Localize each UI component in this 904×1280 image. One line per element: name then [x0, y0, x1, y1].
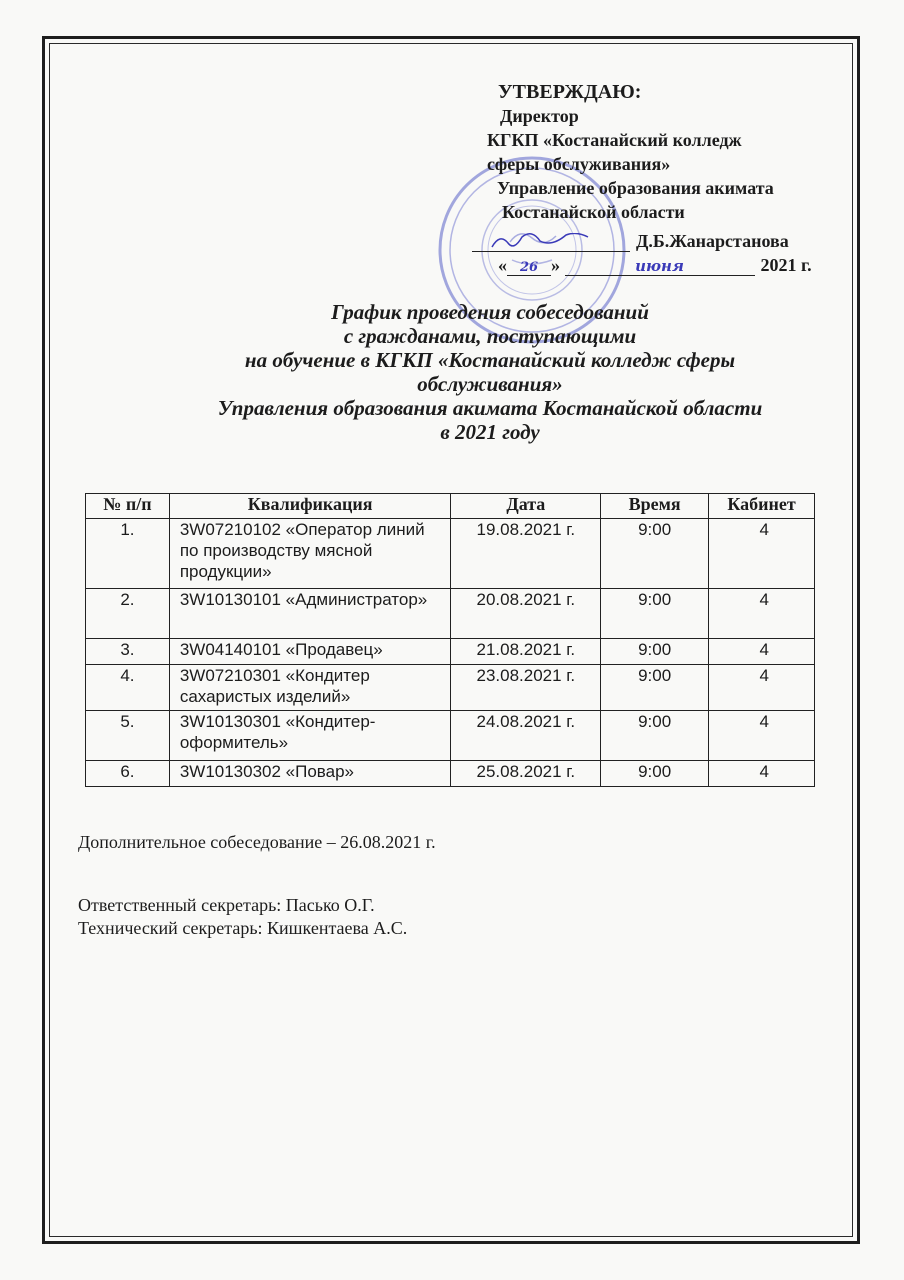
column-header-qualification: Квалификация: [169, 494, 451, 519]
cell-room: 4: [709, 519, 815, 589]
title-line: с гражданами, поступающими: [343, 324, 637, 348]
date-open-quote: «: [498, 255, 507, 275]
responsible-secretary: Ответственный секретарь: Пасько О.Г.: [78, 895, 375, 915]
cell-time: 9:00: [601, 761, 709, 787]
approval-line: сферы обслуживания»: [487, 154, 671, 174]
cell-number: 4.: [86, 665, 170, 711]
column-header-date: Дата: [451, 494, 601, 519]
cell-room: 4: [709, 761, 815, 787]
cell-qualification: 3W07210301 «Кондитер сахаристых изделий»: [169, 665, 451, 711]
column-header-room: Кабинет: [709, 494, 815, 519]
cell-qualification: 3W10130101 «Администратор»: [169, 589, 451, 639]
cell-qualification: 3W10130301 «Кондитер-оформитель»: [169, 711, 451, 761]
cell-date: 23.08.2021 г.: [451, 665, 601, 711]
technical-secretary: Технический секретарь: Кишкентаева А.С.: [78, 918, 408, 938]
cell-date: 25.08.2021 г.: [451, 761, 601, 787]
signatory-name: Д.Б.Жанарстанова: [636, 231, 789, 251]
cell-date: 21.08.2021 г.: [451, 639, 601, 665]
title-line: обслуживания»: [417, 372, 563, 396]
cell-room: 4: [709, 589, 815, 639]
cell-room: 4: [709, 639, 815, 665]
cell-date: 19.08.2021 г.: [451, 519, 601, 589]
table-row: [86, 589, 815, 639]
cell-room: 4: [709, 665, 815, 711]
date-month: июня: [565, 257, 755, 276]
table-header-row: [86, 494, 815, 519]
cell-time: 9:00: [601, 519, 709, 589]
signature-line: [472, 231, 789, 252]
approval-line: Директор: [500, 106, 579, 126]
document-title: [120, 300, 860, 444]
column-header-number: № п/п: [86, 494, 170, 519]
cell-qualification: 3W04140101 «Продавец»: [169, 639, 451, 665]
handwritten-signature: [472, 233, 630, 252]
cell-date: 20.08.2021 г.: [451, 589, 601, 639]
date-day: 26: [507, 260, 551, 276]
cell-number: 6.: [86, 761, 170, 787]
title-line: Управления образования акимата Костанайской области: [217, 396, 763, 420]
date-year: 2021 г.: [760, 255, 812, 275]
table-row: [86, 665, 815, 711]
cell-number: 1.: [86, 519, 170, 589]
table-row: [86, 519, 815, 589]
additional-interview-note: Дополнительное собеседование – 26.08.2021 г.: [78, 832, 436, 852]
approval-line: КГКП «Костанайский колледж: [487, 130, 742, 150]
cell-time: 9:00: [601, 639, 709, 665]
approval-date: [498, 255, 812, 276]
table-row: [86, 761, 815, 787]
approval-line: Костанайской области: [502, 202, 685, 222]
date-close-quote: »: [551, 255, 560, 275]
cell-time: 9:00: [601, 589, 709, 639]
cell-qualification: 3W10130302 «Повар»: [169, 761, 451, 787]
cell-number: 2.: [86, 589, 170, 639]
approval-heading: УТВЕРЖДАЮ:: [498, 81, 642, 103]
table-row: [86, 711, 815, 761]
title-line: в 2021 году: [440, 420, 540, 444]
cell-number: 3.: [86, 639, 170, 665]
interview-schedule-table: [85, 493, 815, 787]
cell-time: 9:00: [601, 665, 709, 711]
cell-time: 9:00: [601, 711, 709, 761]
cell-qualification: 3W07210102 «Оператор линий по производству мясной продукции»: [169, 519, 451, 589]
approval-line: Управление образования акимата: [497, 178, 774, 198]
table-row: [86, 639, 815, 665]
column-header-time: Время: [601, 494, 709, 519]
title-line: График проведения собеседований: [331, 300, 649, 324]
cell-room: 4: [709, 711, 815, 761]
cell-date: 24.08.2021 г.: [451, 711, 601, 761]
cell-number: 5.: [86, 711, 170, 761]
approval-block: [482, 80, 774, 224]
title-line: на обучение в КГКП «Костанайский колледж сферы: [244, 348, 736, 372]
